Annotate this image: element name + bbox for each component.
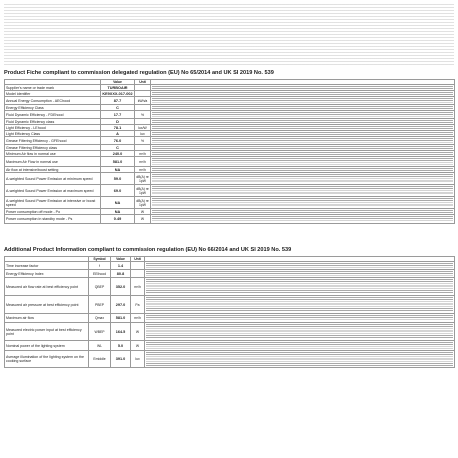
row-value: 59.0 <box>101 173 135 185</box>
notes-text-lines <box>146 342 453 349</box>
notes-cell <box>145 351 455 368</box>
notes-cell <box>145 270 455 278</box>
table-row <box>5 270 455 278</box>
row-unit: m³/h <box>135 157 151 167</box>
row-value: 76.0 <box>101 137 135 145</box>
notes-text-lines <box>152 216 453 222</box>
row-symbol: Emiddle <box>89 351 111 368</box>
notes-cell <box>151 111 455 119</box>
row-symbol: QBEP <box>89 278 111 296</box>
row-value: NA <box>101 167 135 173</box>
notes-text-lines <box>152 132 453 135</box>
header-symbol: Symbol <box>89 257 111 262</box>
notes-cell <box>145 262 455 270</box>
row-value: 69.0 <box>101 185 135 197</box>
notes-text-lines <box>146 352 453 366</box>
table-row <box>5 323 455 341</box>
header-unit: Unit <box>131 257 145 262</box>
row-unit <box>131 262 145 270</box>
row-unit: W <box>131 323 145 341</box>
notes-cell <box>151 137 455 145</box>
notes-text-lines <box>152 98 453 103</box>
row-value: A <box>101 131 135 137</box>
row-label: Average illumination of the lighting system on the cooking surface <box>5 351 89 368</box>
table-row <box>5 296 455 314</box>
notes-text-lines <box>152 168 453 171</box>
notes-cell <box>151 157 455 167</box>
notes-text-lines <box>152 106 453 109</box>
row-unit: m³/h <box>135 167 151 173</box>
row-label: Power consumption off mode - Po <box>5 209 101 215</box>
row-label: Measured electric power input at best efficiency point <box>5 323 89 341</box>
notes-cell <box>145 341 455 351</box>
row-label: Time increase factor <box>5 262 89 270</box>
table-row <box>5 185 455 197</box>
row-unit: dB(A) re 1pW <box>136 186 149 195</box>
table-row <box>5 341 455 351</box>
row-symbol: f <box>89 262 111 270</box>
row-label: A-weighted Sound Power Emission at intensive or boost speed <box>5 197 101 209</box>
table-row <box>5 262 455 270</box>
row-value: 240.0 <box>101 151 135 157</box>
row-value: 80.8 <box>111 270 131 278</box>
multilingual-header-text <box>4 4 454 66</box>
row-symbol: WL <box>89 341 111 351</box>
notes-text-lines <box>152 138 453 143</box>
row-unit: W <box>135 209 151 215</box>
table-row <box>5 97 455 105</box>
row-unit: % <box>135 137 151 145</box>
notes-text-lines <box>152 126 453 129</box>
row-value: NA <box>101 197 135 209</box>
row-label: Energy Efficiency Class <box>5 105 101 111</box>
row-value: 17.7 <box>101 111 135 119</box>
row-value: 87.7 <box>101 97 135 105</box>
table-row <box>5 137 455 145</box>
row-label: Model identifier <box>5 91 101 97</box>
notes-text-lines <box>146 271 453 276</box>
table-row <box>5 157 455 167</box>
notes-text-lines <box>152 86 453 89</box>
row-label: Light Efficiency Class <box>5 131 101 137</box>
row-label: Annual Energy Consumption - AEChood <box>5 97 101 105</box>
notes-text-lines <box>146 297 453 312</box>
row-unit: lux <box>131 351 145 368</box>
notes-text-lines <box>152 210 453 213</box>
row-symbol: WBEP <box>89 323 111 341</box>
notes-text-lines <box>146 324 453 339</box>
table-row <box>5 111 455 119</box>
row-label: A-weighted Sound Power Emission at maximum speed <box>5 185 101 197</box>
notes-text-lines <box>152 120 453 123</box>
notes-text-lines <box>152 112 453 117</box>
row-unit: % <box>135 111 151 119</box>
notes-text-lines <box>152 152 453 155</box>
notes-text-lines <box>152 174 453 183</box>
row-value: NA <box>101 209 135 215</box>
notes-cell <box>145 296 455 314</box>
header-value: Value <box>111 257 131 262</box>
notes-cell <box>151 97 455 105</box>
notes-cell <box>145 278 455 296</box>
notes-cell <box>145 314 455 323</box>
row-unit: dB(A) re 1pW <box>136 198 149 207</box>
table-row <box>5 215 455 224</box>
row-label: Minimum Air flow in normal use <box>5 151 101 157</box>
notes-text-lines <box>146 279 453 294</box>
table-row <box>5 351 455 368</box>
row-symbol: PBEP <box>89 296 111 314</box>
product-fiche-title: Product Fiche compliant to commission delegated regulation (EU) No 65/2014 and UK SI 2019 No. 539 <box>4 70 274 76</box>
row-value: 78.1 <box>101 125 135 131</box>
table-row <box>5 314 455 323</box>
row-label: Fluid Dynamic Efficiency - FDEhood <box>5 111 101 119</box>
row-label: Power consumption in standby mode - Ps <box>5 215 101 224</box>
row-label: Measured air pressure at best efficiency point <box>5 296 89 314</box>
row-value: C <box>101 105 135 111</box>
row-label: Supplier's name or trade mark <box>5 85 101 91</box>
row-label: Fluid Dynamic Efficiency class <box>5 119 101 125</box>
row-unit: m³/h <box>135 151 151 157</box>
row-symbol: Qmax <box>89 314 111 323</box>
row-value: 164.5 <box>111 323 131 341</box>
row-value: 1.4 <box>111 262 131 270</box>
row-label: Maximum air flow <box>5 314 89 323</box>
row-label: Air flow at intensive/boost setting <box>5 167 101 173</box>
row-label: Grease Filtering Efficiency class <box>5 145 101 151</box>
row-unit: lux/W <box>135 125 151 131</box>
row-value: 581.0 <box>111 314 131 323</box>
row-unit <box>131 270 145 278</box>
notes-text-lines <box>152 186 453 195</box>
row-unit: Pa <box>131 296 145 314</box>
row-value: D <box>101 119 135 125</box>
notes-text-lines <box>152 146 453 149</box>
row-value: 352.0 <box>111 278 131 296</box>
notes-cell <box>151 173 455 185</box>
table-row <box>5 173 455 185</box>
notes-text-lines <box>146 315 453 321</box>
notes-text-lines <box>152 92 453 95</box>
row-unit: m³/h <box>131 278 145 296</box>
product-fiche-table <box>4 79 455 224</box>
row-value: 297.0 <box>111 296 131 314</box>
notes-cell <box>145 323 455 341</box>
row-value: TURBOAIR <box>101 85 135 91</box>
row-label: Measured air flow rate at best efficiency point <box>5 278 89 296</box>
header-unit: Unit <box>135 80 151 85</box>
row-value: 581.0 <box>101 157 135 167</box>
notes-cell <box>151 185 455 197</box>
row-unit: W <box>131 341 145 351</box>
notes-text-lines <box>146 263 453 268</box>
row-unit: dB(A) re 1pW <box>136 174 149 183</box>
row-value: 0.49 <box>101 215 135 224</box>
row-value: KE9XXX-017-002 <box>102 91 133 96</box>
row-label: Energy Efficiency Index <box>5 270 89 278</box>
row-label: Light Efficiency - LEhood <box>5 125 101 131</box>
row-unit: m³/h <box>131 314 145 323</box>
row-value: 5.0 <box>111 341 131 351</box>
row-value: 391.0 <box>111 351 131 368</box>
row-label: Nominal power of the lighting system <box>5 341 89 351</box>
row-symbol: EEIhood <box>89 270 111 278</box>
row-label: A-weighted Sound Power Emission at minimum speed <box>5 173 101 185</box>
table-row <box>5 197 455 209</box>
notes-text-lines <box>152 198 453 207</box>
notes-cell <box>151 215 455 224</box>
row-unit: lux <box>135 131 151 137</box>
notes-text-lines <box>152 158 453 165</box>
row-label: Grease Filtering Efficiency - GFEhood <box>5 137 101 145</box>
row-label: Maximum Air Flow in normal use <box>5 157 101 167</box>
additional-info-table <box>4 256 455 368</box>
notes-cell <box>151 197 455 209</box>
row-unit: kWh/a <box>135 97 151 105</box>
row-unit: W <box>135 215 151 224</box>
table-row <box>5 278 455 296</box>
header-value: Value <box>101 80 135 85</box>
row-value: C <box>101 145 135 151</box>
additional-info-title: Additional Product Information compliant to commission regulation (EU) No 66/2014 and UK SI 2019 No. 539 <box>4 247 292 253</box>
